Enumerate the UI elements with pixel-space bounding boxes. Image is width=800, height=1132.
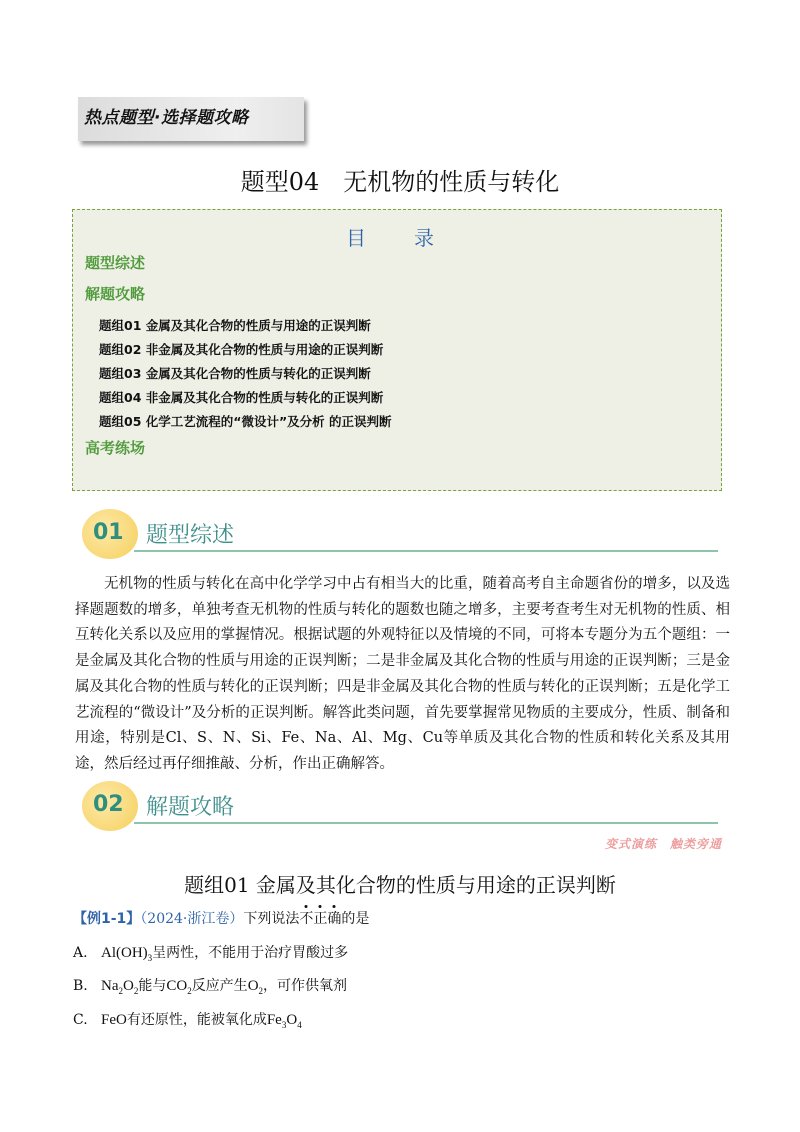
option-letter: C. bbox=[73, 1012, 88, 1028]
hot-topic-label: 热点题型·选择题攻略 bbox=[84, 108, 249, 128]
example-tag: 【例1-1】 bbox=[73, 911, 141, 927]
option-a[interactable] bbox=[73, 942, 348, 963]
dotted-char: 不 bbox=[299, 908, 313, 928]
option-b[interactable] bbox=[73, 975, 347, 996]
toc-link-practice[interactable]: 高考练场 bbox=[85, 439, 146, 457]
overview-paragraph: 无机物的性质与转化在高中化学学习中占有相当大的比重，随着高考自主命题省份的增多，以及选择题题数的增多，单独考查无机物的性质与转化的题数也随之增多，主要考查考生对无机物的性质、相互转化关系以及应用的掌握情况。根据试题的外观特征以及情境的不同，可将本专题分为五个题组：一是金属及其化合物的性质与用途的正误判断；二是非金属及其化合物的性质与用途的正误判断；三是金属及其化合物的性质与转化的正误判断；四是非金属及其化合物的性质与转化的正误判断；五是化学工艺流程的“微设计”及分析的正误判断。解答此类问题，首先要掌握常见物质的主要成分，性质、制备和用途，特别是Cl、S、N、Si、Fe、Na、Al、Mg、Cu等单质及其化合物的性质和转化关系及其用途，然后经过再仔细推敲、分析，作出正确解答。 bbox=[75, 576, 730, 772]
option-text: ，可作供氧剂 bbox=[263, 978, 348, 994]
section-number: 02 bbox=[93, 792, 124, 817]
option-text: 呈两性，不能用于治疗胃酸过多 bbox=[152, 945, 349, 961]
toc-heading: 目 录 bbox=[346, 226, 448, 250]
option-text: 反应产生 bbox=[191, 978, 248, 994]
document-title: 题型04 无机物的性质与转化 bbox=[240, 168, 560, 196]
question-stem-prefix: 下列说法 bbox=[243, 911, 300, 927]
emphasized-text bbox=[299, 911, 341, 927]
chem-formula: $Na_2O_2$ bbox=[101, 978, 139, 996]
table-of-contents bbox=[72, 209, 722, 491]
section-title: 解题攻略 bbox=[146, 795, 235, 820]
section-header-overview bbox=[82, 509, 722, 559]
section-title: 题型综述 bbox=[146, 523, 235, 548]
hot-topic-banner bbox=[78, 97, 304, 141]
chem-formula: FeO bbox=[101, 1012, 127, 1028]
section-divider bbox=[134, 550, 718, 552]
group-title: 题组01 金属及其化合物的性质与用途的正误判断 bbox=[184, 873, 616, 897]
chem-formula: $CO_2$ bbox=[166, 978, 192, 996]
example-question bbox=[73, 908, 369, 928]
section-header-strategy bbox=[82, 781, 722, 831]
option-c[interactable] bbox=[73, 1009, 302, 1030]
toc-item-group-05[interactable]: 题组05 化学工艺流程的“微设计”及分析 的正误判断 bbox=[99, 414, 392, 429]
question-stem-suffix: 的是 bbox=[341, 911, 370, 927]
section-number: 01 bbox=[93, 520, 124, 545]
toc-item-group-04[interactable]: 题组04 非金属及其化合物的性质与转化的正误判断 bbox=[99, 390, 384, 405]
toc-link-overview[interactable]: 题型综述 bbox=[85, 254, 146, 272]
chem-formula: $Al(OH)_3$ bbox=[101, 945, 153, 963]
toc-item-group-03[interactable]: 题组03 金属及其化合物的性质与转化的正误判断 bbox=[99, 366, 371, 381]
toc-link-strategy[interactable]: 解题攻略 bbox=[85, 285, 146, 303]
dotted-char: 正 bbox=[313, 908, 327, 928]
toc-item-group-02[interactable]: 题组02 非金属及其化合物的性质与用途的正误判断 bbox=[99, 342, 384, 357]
dotted-char: 确 bbox=[327, 908, 341, 928]
option-letter: A. bbox=[73, 945, 88, 961]
example-source: （2024·浙江卷） bbox=[140, 911, 244, 927]
chem-formula: $Fe_3O_4$ bbox=[266, 1012, 302, 1030]
practice-tag: 变式演练 触类旁通 bbox=[604, 837, 722, 851]
chem-formula: $O_2$ bbox=[247, 978, 264, 996]
section-divider bbox=[134, 822, 718, 824]
option-text: 有还原性，能被氧化成 bbox=[126, 1012, 267, 1028]
toc-item-group-01[interactable]: 题组01 金属及其化合物的性质与用途的正误判断 bbox=[99, 318, 371, 333]
emphasized-text-dotted bbox=[299, 911, 341, 927]
option-text: 能与 bbox=[138, 978, 167, 994]
option-letter: B. bbox=[73, 978, 88, 994]
